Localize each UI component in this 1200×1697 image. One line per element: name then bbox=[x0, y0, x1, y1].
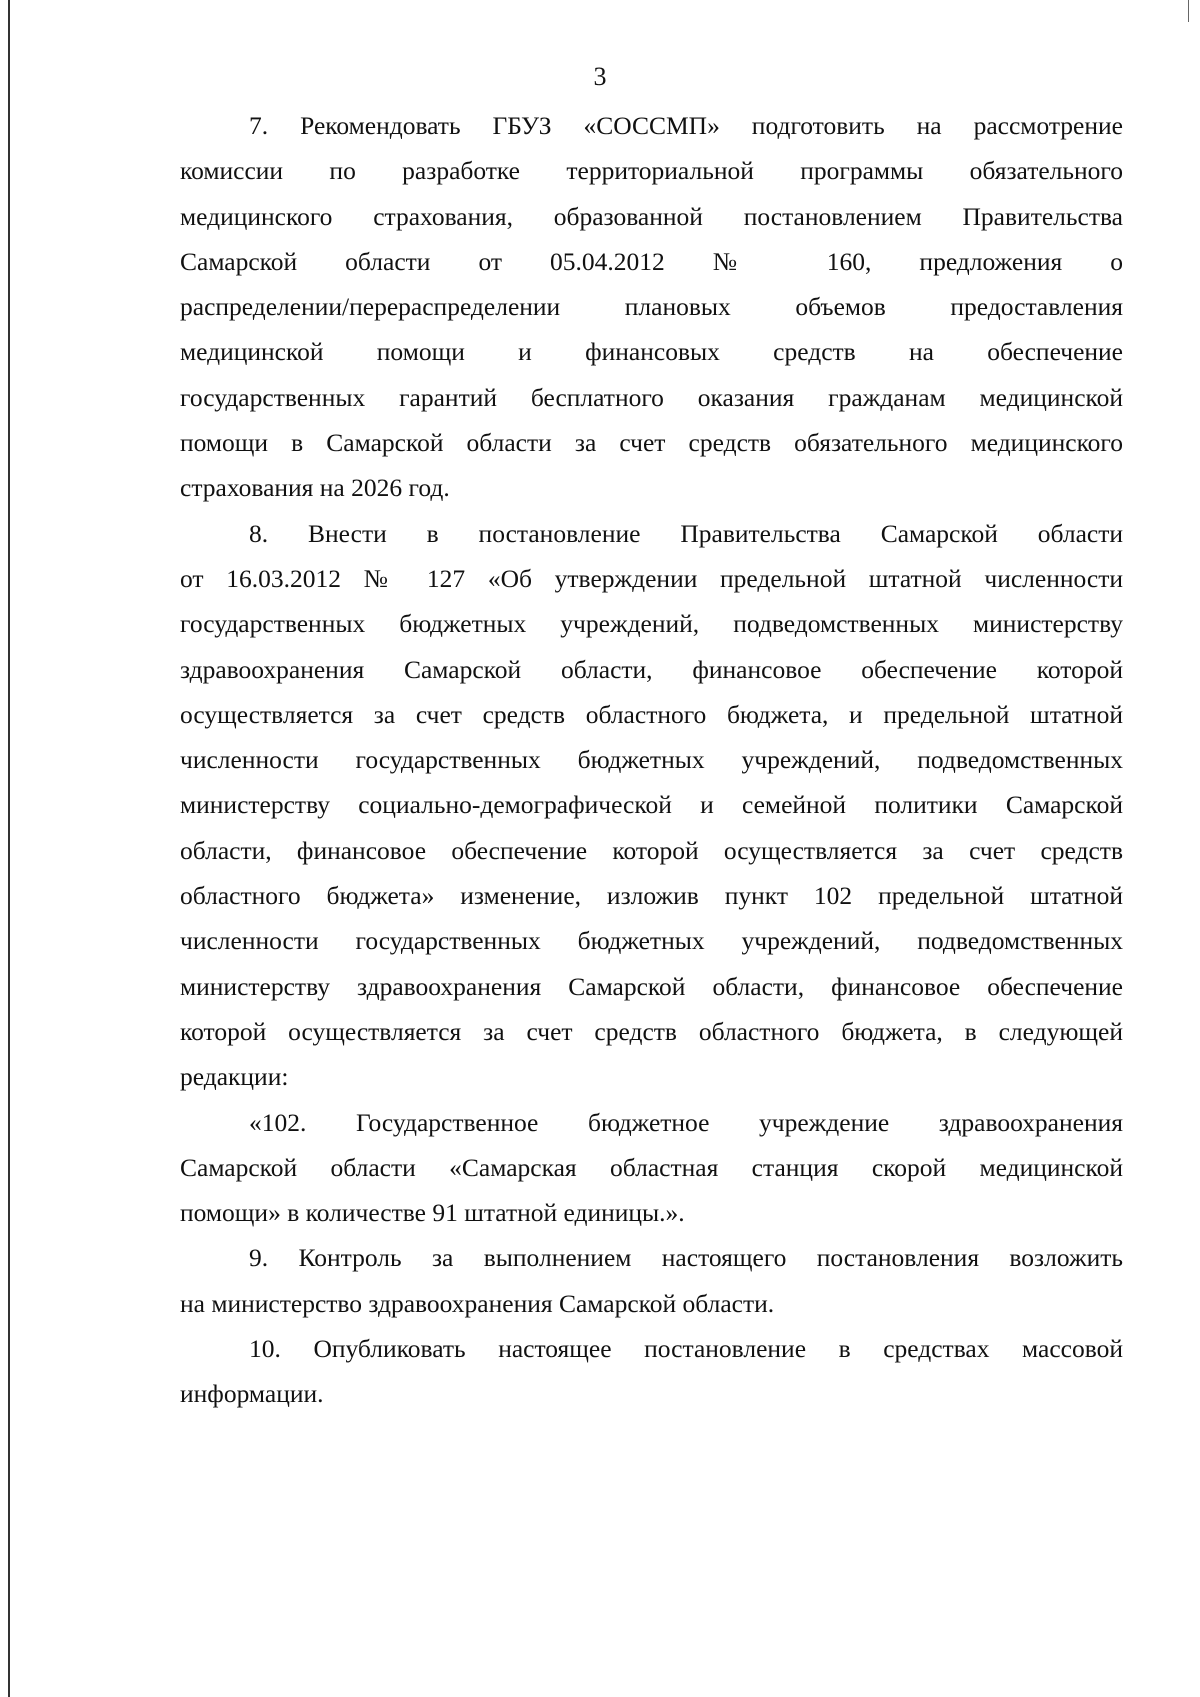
text-line: на министерство здравоохранения Самарской области. bbox=[180, 1288, 775, 1318]
text-line: областного бюджета» изменение, изложив пункт 102 предельной штатной bbox=[180, 881, 1123, 911]
text-line: 7. Рекомендовать ГБУЗ «СОССМП» подготовить на рассмотрение bbox=[249, 111, 1123, 140]
text-line: медицинского страхования, образованной постановлением Правительства bbox=[180, 201, 1123, 231]
paragraph-4 bbox=[180, 1235, 1123, 1326]
document-body bbox=[180, 103, 1123, 1417]
paragraph-3 bbox=[180, 1100, 1123, 1236]
text-line: которой осуществляется за счет средств областного бюджета, в следующей bbox=[180, 1016, 1123, 1046]
text-line: Самарской области «Самарская областная станция скорой медицинской bbox=[180, 1152, 1123, 1182]
text-line: министерству социально-демографической и семейной политики Самарской bbox=[180, 790, 1123, 820]
paragraph-5 bbox=[180, 1326, 1123, 1417]
text-line: области, финансовое обеспечение которой осуществляется за счет средств bbox=[180, 835, 1123, 865]
text-line: здравоохранения Самарской области, финансовое обеспечение которой bbox=[180, 654, 1123, 684]
text-line: государственных бюджетных учреждений, подведомственных министерству bbox=[180, 609, 1123, 639]
paragraph-2 bbox=[180, 511, 1123, 1100]
text-line: помощи» в количестве 91 штатной единицы.». bbox=[180, 1198, 685, 1228]
text-line: осуществляется за счет средств областного бюджета, и предельной штатной bbox=[180, 699, 1123, 729]
text-line: 9. Контроль за выполнением настоящего постановления возложить bbox=[249, 1243, 1123, 1273]
text-line: 10. Опубликовать настоящее постановление в средствах массовой bbox=[249, 1334, 1123, 1364]
text-line: «102. Государственное бюджетное учреждение здравоохранения bbox=[249, 1107, 1123, 1137]
text-line: редакции: bbox=[180, 1062, 289, 1092]
scan-mark bbox=[1188, 0, 1189, 22]
text-line: численности государственных бюджетных учреждений, подведомственных bbox=[180, 926, 1123, 956]
text-line: Самарской области от 05.04.2012 № 160, предложения о bbox=[180, 246, 1123, 276]
text-line: от 16.03.2012 № 127 «Об утверждении предельной штатной численности bbox=[180, 563, 1123, 593]
text-line: медицинской помощи и финансовых средств на обеспечение bbox=[180, 337, 1123, 367]
text-line: комиссии по разработке территориальной программы обязательного bbox=[180, 156, 1123, 186]
text-line: 8. Внести в постановление Правительства Самарской области bbox=[249, 518, 1123, 548]
scan-edge bbox=[8, 0, 10, 1697]
text-line: помощи в Самарской области за счет средств обязательного медицинского bbox=[180, 428, 1123, 458]
paragraph-1 bbox=[180, 103, 1123, 511]
text-line: государственных гарантий бесплатного оказания гражданам медицинской bbox=[180, 382, 1123, 412]
page-number: 3 bbox=[593, 62, 607, 91]
text-line: численности государственных бюджетных учреждений, подведомственных bbox=[180, 745, 1123, 775]
text-line: информации. bbox=[180, 1379, 324, 1409]
text-line: распределении/перераспределении плановых объемов предоставления bbox=[180, 292, 1123, 322]
text-line: министерству здравоохранения Самарской области, финансовое обеспечение bbox=[180, 971, 1123, 1001]
text-line: страхования на 2026 год. bbox=[180, 473, 450, 503]
